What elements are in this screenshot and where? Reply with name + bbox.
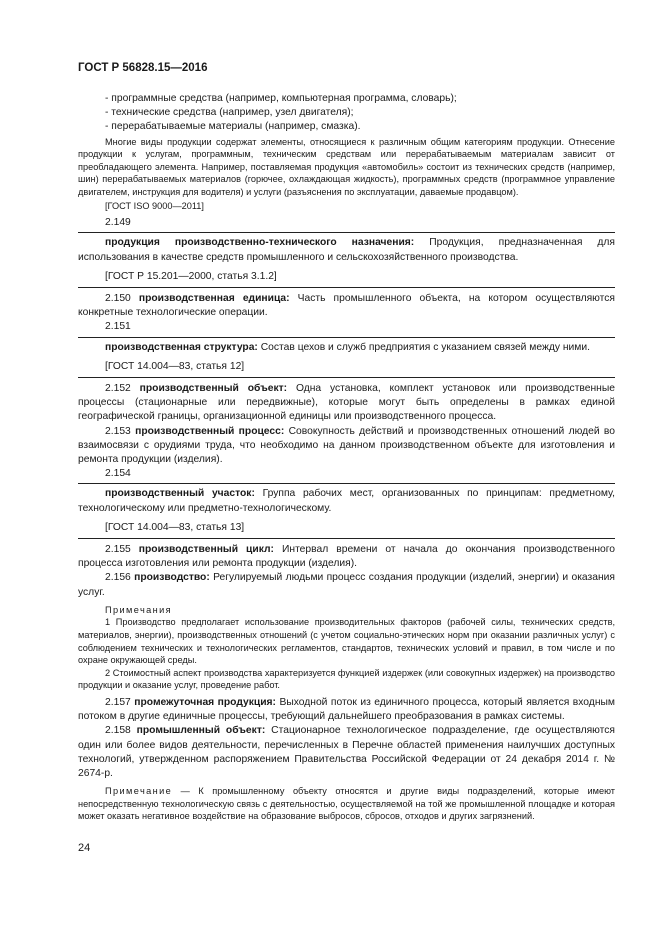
term-title-2-153: производственный процесс: (135, 425, 285, 437)
term-number-2-157: 2.157 (105, 697, 131, 708)
note-item: 2 Стоимостный аспект производства характеризуется функцией издержек (или совокупных издержек) на производство продукции и оказание услуг, проведение работ. (78, 667, 615, 691)
term-title-2-152: производственный объект: (139, 383, 288, 394)
term-box-2-151 (78, 337, 615, 378)
term-definition-2-149: Продукция, предназначенная для использования в качестве средств промышленного и сельскохозяйственного производства. (78, 237, 615, 263)
term-number-2-156: 2.156 (105, 572, 131, 584)
term-definition-2-151: Состав цехов и служб предприятия с указанием связей между ними. (257, 341, 591, 353)
intro-paragraph: Многие виды продукции содержат элементы, относящиеся к различным общим категориям продукции. Отнесение продукции к услугам, программным, техническим средствам или перерабатываемым материалам зависит от преобладающего элемента. Например, поставляемая продукция «автомобиль» состоит из технических средств (например, шин) перерабатываемых материалов (горючее, охлаждающая жидкость), программных средств (программное управление двигателем, инструкция для водителя) и услуги (разъяснения по эксплуатации, даваемые продавцом). (78, 136, 615, 197)
term-title-2-151: производственная структура: (105, 341, 258, 353)
term-title-2-150: производственная единица: (138, 292, 290, 304)
page-number: 24 (78, 842, 91, 854)
term-definition-2-157: Выходной поток из единичного процесса, который является входным потоком в другие единичные процессы, требующий дальнейшего преобразования в рамках системы. (78, 697, 615, 723)
bullet-item: - перерабатываемые материалы (например, смазка). (105, 121, 361, 133)
term-box-2-149 (78, 232, 615, 288)
term-title-2-154: производственный участок: (105, 488, 255, 500)
document-header: ГОСТ Р 56828.15—2016 (78, 62, 208, 74)
term-number-2-152: 2.152 (105, 383, 131, 394)
term-number-2-151: 2.151 (105, 321, 131, 333)
bullet-item: - технические средства (например, узел двигателя); (105, 107, 354, 119)
term-definition-2-152: Одна установка, комплект установок или производственные процессы (стационарные или передвижные), которые могут быть определены в рамках единой географической границы, организационной единицы или производственного процесса. (78, 383, 615, 423)
term-reference-2-151: [ГОСТ 14.004—83, статья 12] (105, 360, 245, 372)
term-definition-2-158: Стационарное технологическое подразделение, где осуществляются один или более видов деятельности, перечисленных в Перечне областей применения наилучших доступных технологий, утвержденном распоряжением Правительства Российской Федерации от 24 декабря 2014 г. № 2674-р. (78, 725, 615, 780)
term-box-2-154 (78, 483, 615, 539)
term-definition-2-155: Интервал времени от начала до окончания производственного процесса изготовления или ремонта продукции (изделия). (78, 544, 615, 570)
term-number-2-150: 2.150 (105, 292, 131, 304)
term-number-2-154: 2.154 (105, 468, 131, 480)
notes-title: Примечания (105, 604, 173, 615)
term-title-2-157: промежуточная продукция: (134, 697, 276, 708)
term-number-2-155: 2.155 (105, 544, 131, 556)
term-definition-2-154: Группа рабочих мест, организованных по принципам: предметному, технологическому или предметно-технологическому. (78, 488, 616, 514)
term-definition-2-150: Часть промышленного объекта, на котором осуществляются конкретные технологические операции. (78, 292, 615, 319)
bullet-item: - программные средства (например, компьютерная программа, словарь); (105, 93, 457, 104)
term-reference-2-149: [ГОСТ Р 15.201—2000, статья 3.1.2] (105, 270, 277, 282)
final-note-label: Примечание (105, 786, 173, 797)
note-item: 1 Производство предполагает использование производительных факторов (рабочей силы, технических средств, материалов, энергии), производственных отношений (с учетом социально-этических норм при оказании различных услуг) с соблюдением технических и технологических регламентов, стандартов, технических условий и правил, в том числе и по охране окружающей среды. (78, 617, 615, 666)
term-title-2-149: продукция производственно-технического назначения: (105, 237, 415, 249)
term-reference-2-154: [ГОСТ 14.004—83, статья 13] (105, 521, 245, 533)
term-number-2-149: 2.149 (105, 217, 131, 229)
final-note-text: — К промышленному объекту относятся и другие виды подразделений, которые имеют непосредственную технологическую связь с деятельностью, осуществляемой на той же промышленной площадке и которая может оказать негативное воздействие на образование выбросов, сбросов, отходов и других загрязнений. (78, 786, 615, 822)
term-definition-2-156: Регулируемый людьми процесс создания продукции (изделий, энергии) и оказания услуг. (78, 572, 615, 598)
term-title-2-156: производство: (134, 572, 210, 584)
term-title-2-155: производственный цикл: (138, 544, 274, 556)
term-number-2-153: 2.153 (105, 425, 131, 437)
term-definition-2-153: Совокупность действий и производственных отношений людей во взаимосвязи с орудиями труда, что необходимо на данном производственном объекте для изготовления и ремонта продукции (изделия). (78, 425, 615, 466)
intro-reference: [ГОСТ ISO 9000—2011] (105, 200, 204, 211)
document-body (78, 92, 615, 823)
term-number-2-158: 2.158 (105, 725, 131, 737)
term-title-2-158: промышленный объект: (136, 725, 266, 737)
